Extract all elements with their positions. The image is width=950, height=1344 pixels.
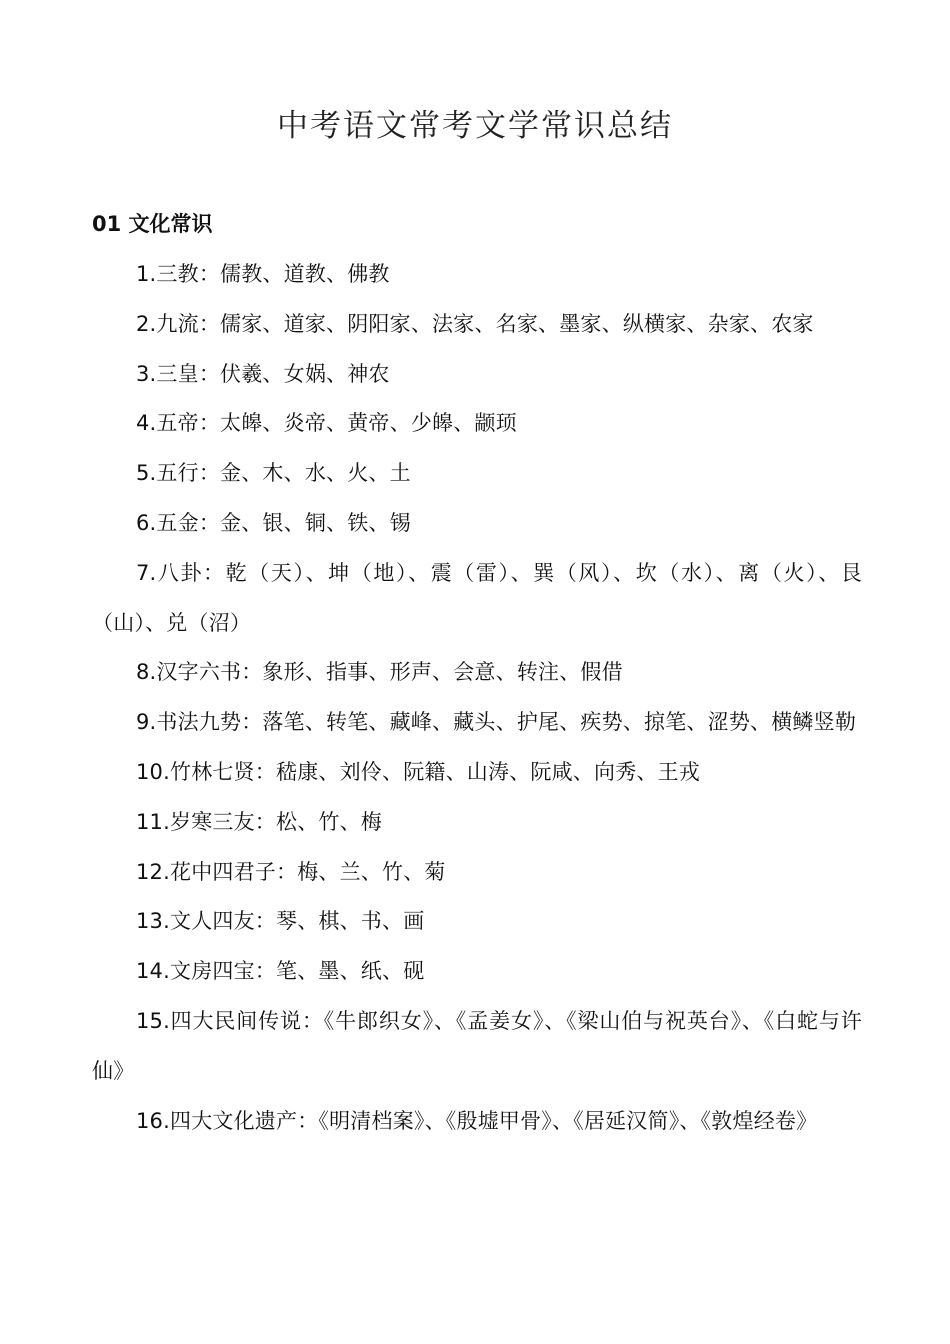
list-item: 14.文房四宝：笔、墨、纸、砚 [136,959,425,984]
list-item: 9.书法九势：落笔、转笔、藏峰、藏头、护尾、疾势、掠笔、涩势、横鳞竖勒 [136,710,857,735]
list-item: 13.文人四友：琴、棋、书、画 [136,909,425,934]
list-item: 10.竹林七贤：嵇康、刘伶、阮籍、山涛、阮咸、向秀、王戎 [136,759,700,784]
document-title: 中考语文常考文学常识总结 [277,108,673,144]
section-heading: 01 文化常识 [92,212,213,236]
list-item: 2.九流：儒家、道家、阴阳家、法家、名家、墨家、纵横家、杂家、农家 [136,311,814,336]
list-item: 7.八卦：乾（天）、坤（地）、震（雷）、巽（风）、坎（水）、离（火）、艮（山）、兑（沼） [92,560,862,635]
list-item: 6.五金：金、银、铜、铁、锡 [136,510,411,535]
item-list [92,250,862,1146]
list-item: 4.五帝：太皞、炎帝、黄帝、少皞、颛顼 [136,411,517,436]
list-item: 1.三教：儒教、道教、佛教 [136,262,390,286]
list-item: 8.汉字六书：象形、指事、形声、会意、转注、假借 [136,660,623,685]
list-item: 3.三皇：伏羲、女娲、神农 [136,361,390,386]
list-item: 5.五行：金、木、水、火、土 [136,461,411,486]
list-item: 16.四大文化遗产：《明清档案》、《殷墟甲骨》、《居延汉简》、《敦煌经卷》 [136,1108,818,1133]
list-item: 15.四大民间传说：《牛郎织女》、《孟姜女》、《梁山伯与祝英台》、《白蛇与许仙》 [92,1008,862,1083]
list-item: 11.岁寒三友：松、竹、梅 [136,809,382,834]
list-item: 12.花中四君子：梅、兰、竹、菊 [136,859,446,884]
